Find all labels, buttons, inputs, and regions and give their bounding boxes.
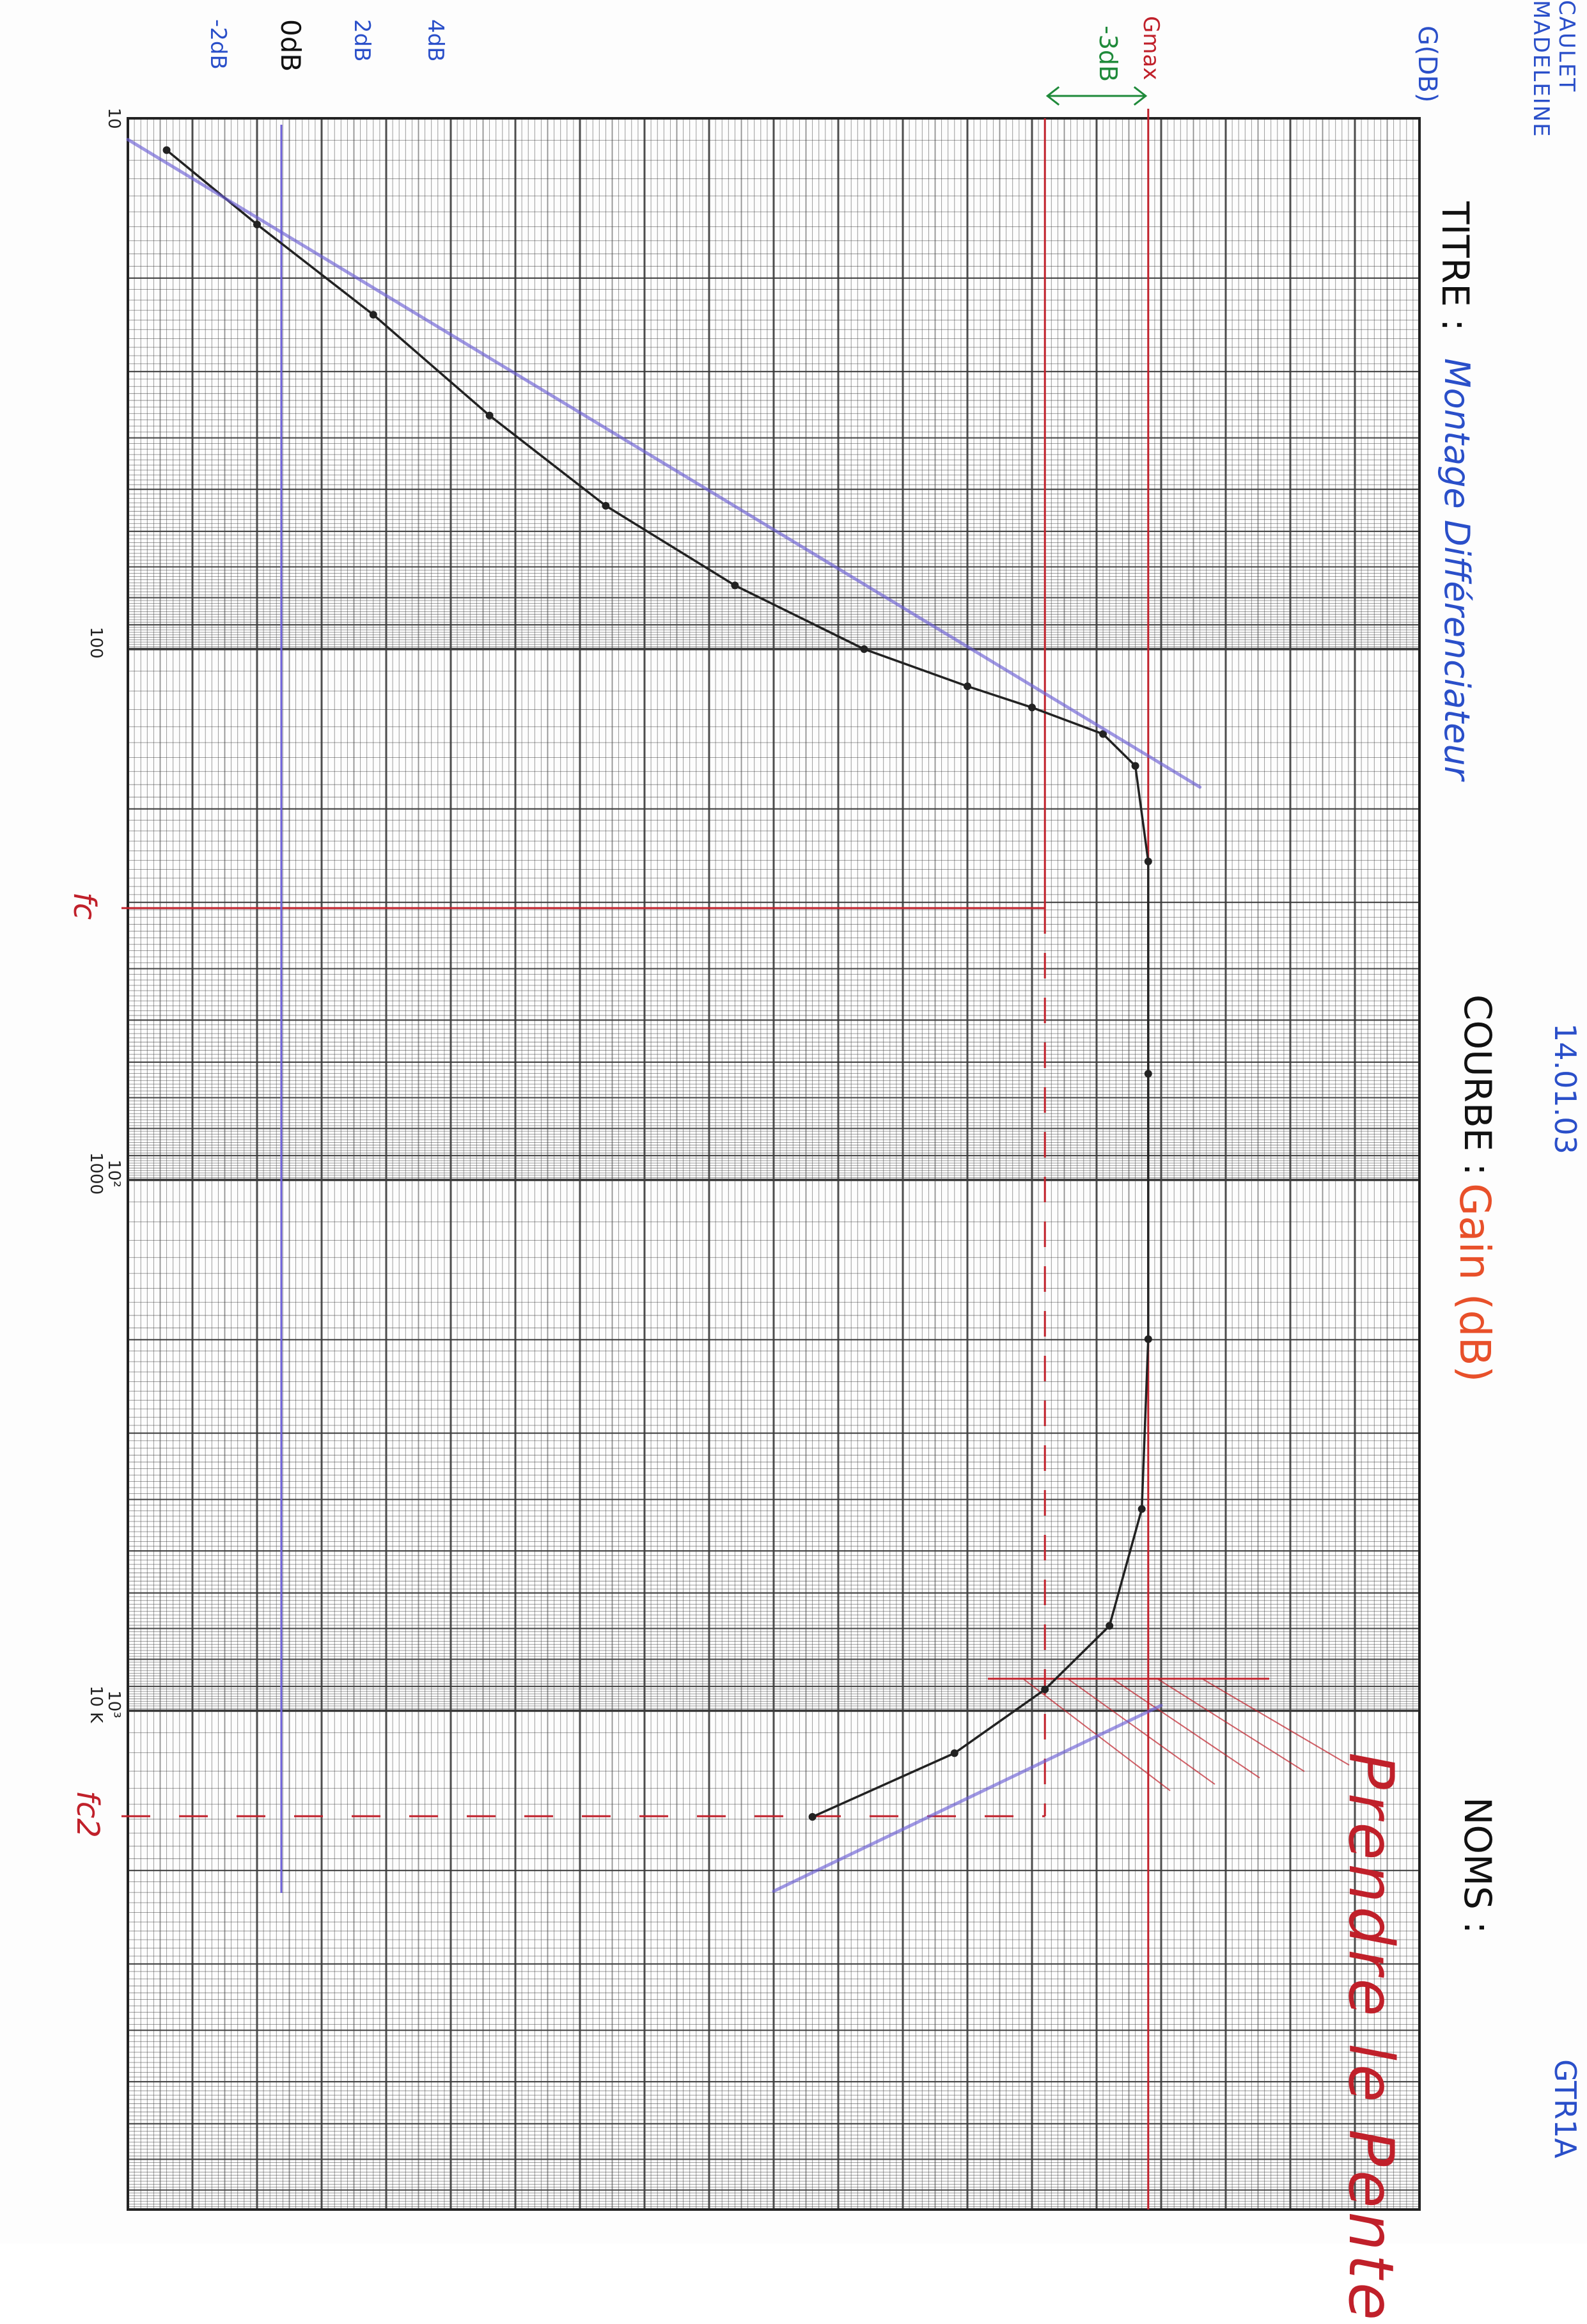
y-tick-label-group — [275, 19, 306, 72]
data-point — [964, 682, 971, 690]
data-point — [253, 221, 261, 228]
data-point — [860, 645, 868, 653]
title-value: Montage Différenciateur — [1437, 358, 1477, 780]
data-point — [951, 1749, 958, 1757]
y-tick-label-group — [349, 19, 375, 62]
y-axis-label: G(DB) — [1412, 26, 1442, 103]
minus3db-label: -3dB — [1094, 26, 1122, 82]
group: GTR1A — [1548, 2059, 1583, 2158]
gmax-label: Gmax — [1138, 16, 1164, 81]
y-tick-label: 2dB — [349, 19, 375, 62]
data-point — [1138, 1505, 1146, 1513]
x-tick-label-decade: 10³ — [104, 1690, 123, 1718]
data-point — [602, 502, 609, 510]
data-point — [1145, 858, 1152, 865]
data-point — [1145, 1335, 1152, 1343]
data-point — [1132, 762, 1139, 770]
data-point — [731, 581, 739, 589]
fc-label: fc — [66, 892, 102, 920]
data-point — [1145, 1070, 1152, 1078]
y-tick-label-group — [423, 19, 448, 62]
x-tick-label-sub: 1000 — [86, 1152, 106, 1195]
data-point — [1028, 703, 1036, 711]
x-tick-label-sub: 10 K — [86, 1685, 106, 1723]
curve-value: Gain (dB) — [1450, 1183, 1499, 1383]
curve-label: COURBE : — [1456, 994, 1499, 1176]
slope-note: Prendre le Pente — [1335, 1752, 1407, 2324]
names-label: NOMS : — [1456, 1797, 1499, 1934]
data-point — [1106, 1622, 1113, 1629]
data-point — [809, 1813, 817, 1821]
x-tick-label-group — [86, 1152, 123, 1195]
data-point — [163, 146, 171, 154]
name-line-1: CAULET — [1554, 0, 1579, 93]
y-tick-label: 0dB — [275, 19, 306, 72]
y-tick-label: -2dB — [205, 19, 231, 70]
x-tick-label-group — [86, 627, 106, 659]
guide-layer — [121, 87, 1349, 2210]
name-line-2: MADELEINE — [1528, 0, 1554, 138]
x-tick-label-decade: 10² — [104, 1159, 123, 1188]
data-point — [1041, 1686, 1049, 1693]
data-point — [370, 311, 377, 318]
student-names — [1503, 0, 1579, 160]
slope-hatch — [1157, 1679, 1304, 1771]
x-tick-label-sub: 100 — [86, 627, 106, 659]
grid-layer — [128, 118, 1419, 2210]
x-tick-label-group — [86, 1686, 123, 1723]
date: 14.01.03 — [1548, 1023, 1583, 1154]
y-tick-label-group — [205, 19, 231, 70]
x-tick-label-group — [104, 107, 123, 129]
fc2-label: fc2 — [70, 1791, 106, 1838]
title-label: TITRE : — [1434, 201, 1477, 331]
data-point — [486, 412, 494, 420]
y-tick-label: 4dB — [423, 19, 448, 62]
x-tick-label-decade: 10 — [104, 107, 123, 129]
